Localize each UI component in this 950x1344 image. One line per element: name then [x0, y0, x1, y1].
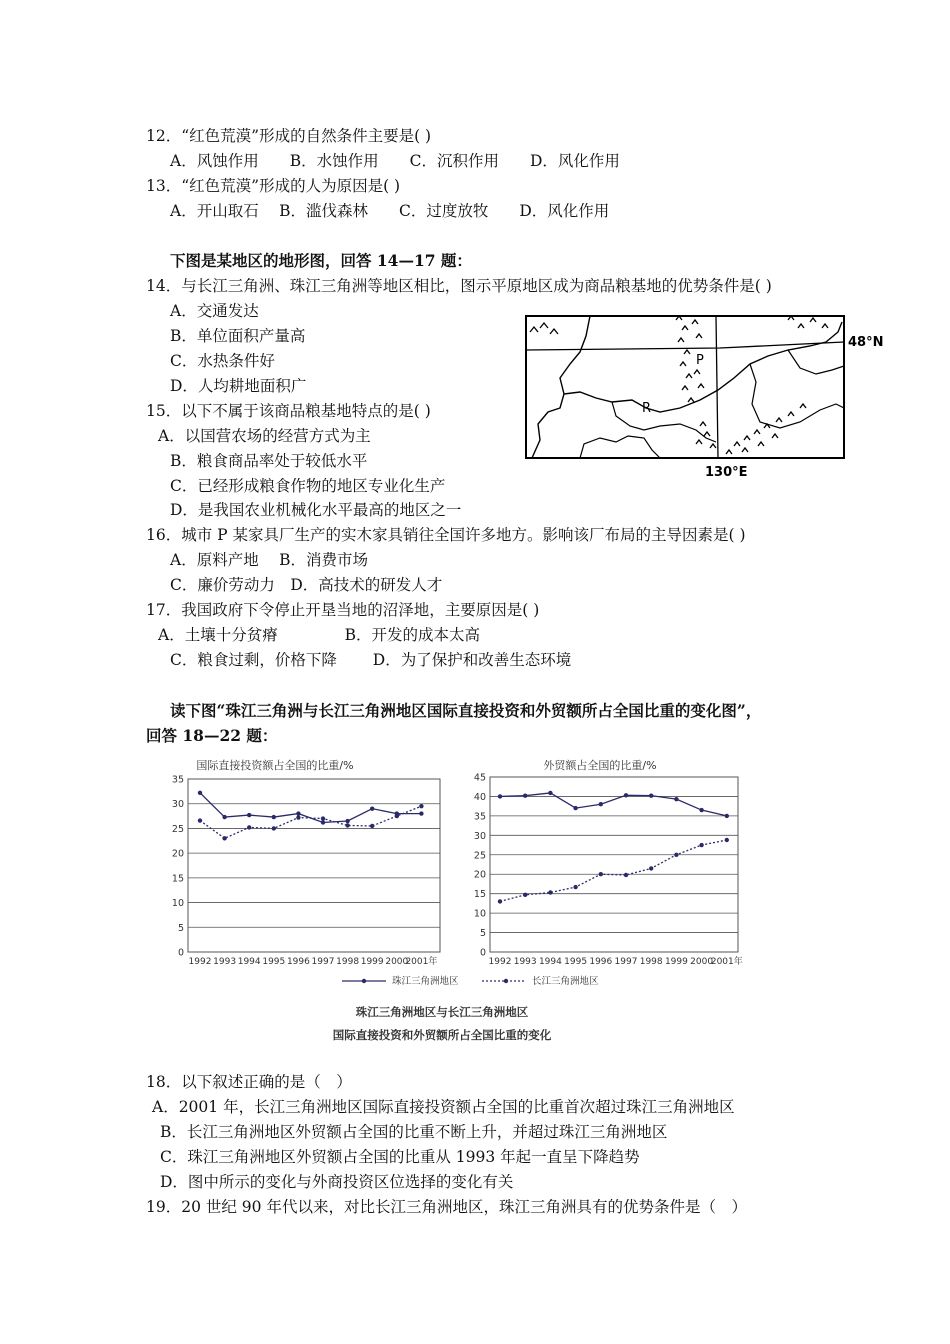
- map-label-r: R: [642, 401, 652, 416]
- data-point: [573, 885, 577, 889]
- x-tick-label: 1999: [664, 957, 688, 967]
- q15-option-a: A．以国营农场的经营方式为主: [158, 427, 371, 445]
- x-tick-label: 1997: [614, 957, 638, 967]
- data-point: [699, 808, 703, 812]
- legend-yangtze-label: 长江三角洲地区: [532, 976, 599, 987]
- chart2: [474, 773, 743, 968]
- data-point: [272, 826, 276, 830]
- data-point: [222, 836, 226, 840]
- y-tick-label: 5: [177, 922, 184, 934]
- terrain-map: [520, 312, 900, 484]
- x-tick-label: 1994: [538, 957, 562, 967]
- map-label-p: P: [696, 353, 704, 368]
- q15-option-b: B．粮食商品率处于较低水平: [170, 452, 368, 470]
- investment-trade-charts: [160, 752, 760, 1052]
- map-lon-label: 130°E: [705, 465, 748, 480]
- x-tick-label: 2001年: [710, 957, 743, 967]
- q12-stem: 12．“红色荒漠”形成的自然条件主要是( ): [146, 127, 432, 145]
- x-tick-label: 1993: [513, 957, 537, 967]
- chart2-title: 外贸额占全国的比重/%: [543, 759, 657, 772]
- y-tick-label: 35: [473, 811, 486, 823]
- data-point: [523, 893, 527, 897]
- x-tick-label: 1998: [639, 957, 663, 967]
- q12-options: A．风蚀作用 B．水蚀作用 C．沉积作用 D．风化作用: [170, 152, 620, 170]
- x-tick-label: 1992: [188, 957, 212, 967]
- x-tick-label: 1993: [213, 957, 237, 967]
- y-tick-label: 5: [479, 928, 486, 940]
- y-tick-label: 30: [473, 830, 486, 842]
- q16-options-ab: A．原料产地 B．消费市场: [170, 551, 369, 569]
- data-point: [548, 791, 552, 795]
- data-point: [247, 825, 251, 829]
- data-point: [649, 793, 653, 797]
- data-point: [419, 804, 423, 808]
- q19-stem: 19．20 世纪 90 年代以来，对比长江三角洲地区，珠江三角洲具有的优势条件是（ ）: [146, 1198, 747, 1216]
- data-point: [523, 793, 527, 797]
- data-point: [296, 811, 300, 815]
- y-tick-label: 10: [171, 898, 184, 910]
- map-lat-label: 48°N: [848, 335, 884, 350]
- x-tick-label: 1997: [311, 957, 335, 967]
- data-point: [599, 802, 603, 806]
- y-tick-label: 20: [473, 869, 486, 881]
- data-point: [272, 815, 276, 819]
- q17-options-ab: A．土壤十分贫瘠 B．开发的成本太高: [158, 626, 481, 644]
- figure-caption-line1: 珠江三角洲地区与长江三角洲地区: [355, 1005, 529, 1019]
- q15-stem: 15．以下不属于该商品粮基地特点的是( ): [146, 402, 431, 420]
- q14-option-a: A．交通发达: [170, 302, 259, 320]
- data-point: [725, 814, 729, 818]
- q18-option-b: B．长江三角洲地区外贸额占全国的比重不断上升，并超过珠江三角洲地区: [160, 1123, 668, 1141]
- data-point: [599, 872, 603, 876]
- q17-stem: 17．我国政府下令停止开垦当地的沼泽地，主要原因是( ): [146, 601, 540, 619]
- data-point: [573, 806, 577, 810]
- legend-pearl-marker: [362, 979, 366, 983]
- data-point: [321, 820, 325, 824]
- data-point: [649, 866, 653, 870]
- data-point: [198, 791, 202, 795]
- q14-stem: 14．与长江三角洲、珠江三角洲等地区相比，图示平原地区成为商品粮基地的优势条件是( ): [146, 277, 772, 295]
- y-tick-label: 0: [177, 947, 184, 959]
- q16-stem: 16．城市 P 某家具厂生产的实木家具销往全国许多地方。影响该厂布局的主导因素是( ): [146, 526, 746, 544]
- y-tick-label: 0: [479, 947, 486, 959]
- y-tick-label: 20: [171, 848, 184, 860]
- x-tick-label: 1995: [564, 957, 588, 967]
- data-point: [296, 815, 300, 819]
- x-tick-label: 1996: [589, 957, 613, 967]
- section-map-intro: 下图是某地区的地形图，回答 14—17 题：: [170, 251, 472, 270]
- data-point: [247, 813, 251, 817]
- y-tick-label: 25: [171, 823, 184, 835]
- q16-options-cd: C．廉价劳动力 D．高技术的研发人才: [170, 576, 443, 594]
- y-tick-label: 40: [473, 791, 486, 803]
- q13-options: A．开山取石 B．滥伐森林 C．过度放牧 D．风化作用: [170, 202, 610, 220]
- plot-frame: [188, 779, 440, 952]
- section-chart-intro: 读下图“珠江三角洲与长江三角洲地区国际直接投资和外贸额所占全国比重的变化图”，: [170, 701, 762, 720]
- x-tick-label: 1998: [336, 957, 360, 967]
- x-tick-label: 1999: [360, 957, 384, 967]
- x-tick-label: 1996: [286, 957, 310, 967]
- data-point: [419, 811, 423, 815]
- y-tick-label: 35: [171, 774, 184, 786]
- section-chart-intro-2: 回答 18—22 题：: [146, 726, 278, 745]
- x-tick-label: 2001年: [405, 957, 438, 967]
- q17-options-cd: C．粮食过剩，价格下降 D．为了保护和改善生态环境: [170, 651, 572, 669]
- data-point: [370, 806, 374, 810]
- data-point: [345, 823, 349, 827]
- q14-option-d: D．人均耕地面积广: [170, 377, 307, 395]
- q18-stem: 18．以下叙述正确的是（ ）: [146, 1073, 352, 1091]
- y-tick-label: 45: [473, 772, 486, 784]
- data-point: [498, 899, 502, 903]
- q15-option-d: D．是我国农业机械化水平最高的地区之一: [170, 501, 462, 519]
- q13-stem: 13．“红色荒漠”形成的人为原因是( ): [146, 177, 401, 195]
- x-tick-label: 2000: [385, 957, 409, 967]
- data-point: [198, 818, 202, 822]
- data-point: [725, 838, 729, 842]
- data-point: [699, 843, 703, 847]
- x-tick-label: 1995: [262, 957, 286, 967]
- series-line-yangtze: [200, 806, 421, 838]
- q15-option-c: C．已经形成粮食作物的地区专业化生产: [170, 477, 446, 495]
- data-point: [498, 794, 502, 798]
- x-tick-label: 1994: [237, 957, 261, 967]
- data-point: [674, 853, 678, 857]
- data-point: [674, 797, 678, 801]
- figure-caption-line2: 国际直接投资和外贸额所占全国比重的变化: [332, 1028, 552, 1042]
- q18-option-d: D．图中所示的变化与外商投资区位选择的变化有关: [160, 1173, 514, 1191]
- chart1-title: 国际直接投资额占全国的比重/%: [196, 759, 354, 772]
- data-point: [624, 793, 628, 797]
- data-point: [548, 890, 552, 894]
- legend-yangtze-marker: [504, 979, 508, 983]
- series-line-yangtze: [500, 840, 727, 901]
- x-tick-label: 1992: [488, 957, 512, 967]
- y-tick-label: 30: [171, 799, 184, 811]
- legend-pearl-label: 珠江三角洲地区: [392, 976, 459, 987]
- plot-frame: [490, 777, 738, 952]
- y-tick-label: 25: [473, 850, 486, 862]
- data-point: [395, 814, 399, 818]
- data-point: [345, 819, 349, 823]
- q18-option-a: A．2001 年，长江三角洲地区国际直接投资额占全国的比重首次超过珠江三角洲地区: [152, 1098, 735, 1116]
- chart1: [172, 775, 440, 968]
- x-tick-label: 2000: [690, 957, 714, 967]
- data-point: [321, 816, 325, 820]
- data-point: [370, 824, 374, 828]
- y-tick-label: 10: [473, 908, 486, 920]
- data-point: [222, 815, 226, 819]
- q14-option-c: C．水热条件好: [170, 352, 275, 370]
- y-tick-label: 15: [171, 873, 184, 885]
- y-tick-label: 15: [473, 889, 486, 901]
- data-point: [624, 873, 628, 877]
- q18-option-c: C．珠江三角洲地区外贸额占全国的比重从 1993 年起一直呈下降趋势: [160, 1148, 640, 1166]
- q14-option-b: B．单位面积产量高: [170, 327, 306, 345]
